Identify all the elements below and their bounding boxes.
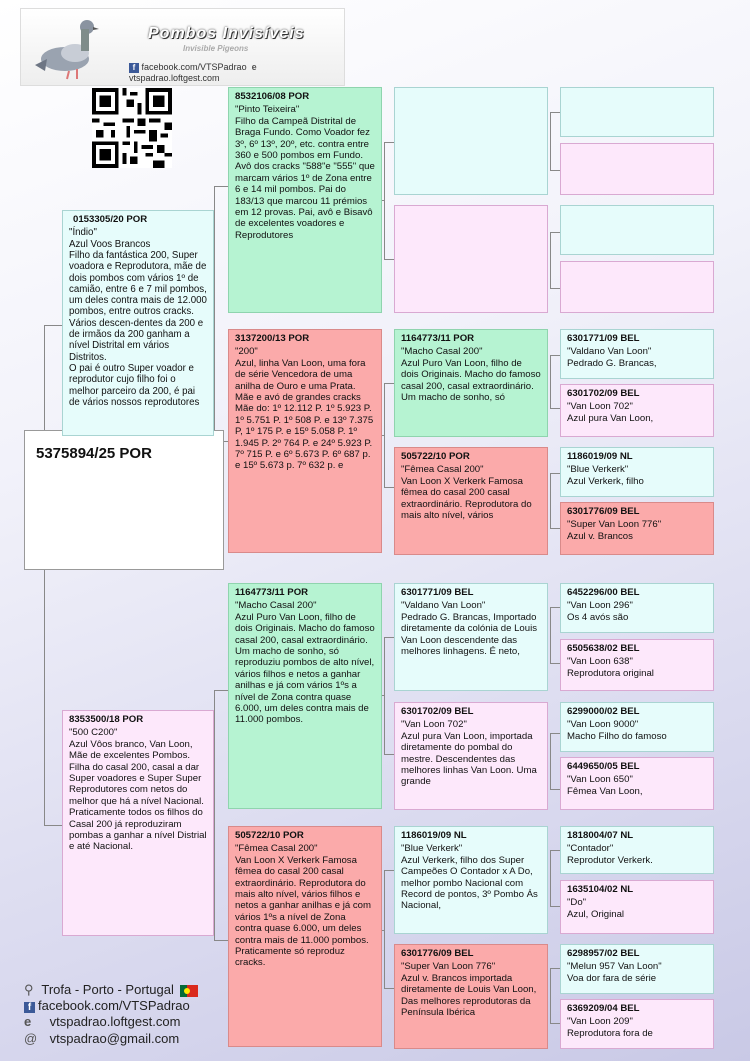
pedigree-card-gen2-1[interactable] [228, 87, 382, 313]
card-description: "Van Loon 9000" Macho Filho do famoso [567, 719, 667, 742]
ring-number: 1164773/11 POR [401, 333, 475, 344]
qr-code [92, 88, 172, 168]
ring-number: 8532106/08 POR [235, 91, 310, 102]
ring-number: 6301702/09 BEL [567, 388, 640, 399]
pedigree-card-gen3-1[interactable] [394, 87, 548, 195]
pedigree-card-gen3-6[interactable] [394, 702, 548, 810]
subject-ring-number: 5375894/25 POR [36, 445, 152, 462]
pedigree-card-gen4-14[interactable] [560, 880, 714, 934]
location-text: Trofa - Porto - Portugal [41, 982, 174, 997]
web-icon: e [249, 62, 257, 72]
ring-number: 3137200/13 POR [235, 333, 310, 344]
pedigree-card-gen3-7[interactable] [394, 826, 548, 934]
ring-number: 505722/10 POR [235, 830, 304, 841]
portugal-flag-icon [180, 985, 198, 997]
pedigree-card-gen4-10[interactable] [560, 639, 714, 691]
pedigree-card-gen2-2[interactable] [228, 329, 382, 553]
card-description: "200" Azul, linha Van Loon, uma fora de série Vencedora de uma anilha de Ouro e uma Prata. Mãe e avó de grandes cracks Mãe do: 1º 12.112 P. 1º 5.923 P. 1º 5.751 P. 1º 508 P. e 13º 7.375 P, 1º 175 P. e 15º 5.058 P. 1º 1.945 P. 2º 764 P. e 24º 5.923 P. 7º 715 P. e 6º 5.673 P. 6º 687 p. e 15º 5.673 p. 7º 632 p. e [235, 346, 374, 472]
pedigree-card-gen3-3[interactable] [394, 329, 548, 437]
pedigree-card-gen4-15[interactable] [560, 944, 714, 994]
email-at-icon: @ [24, 1031, 38, 1046]
card-description: "Van Loon 638" Reprodutora original [567, 656, 654, 679]
card-description: "Van Loon 702" Azul pura Van Loon, importada diretamente do pombal do mestre. Descendentes das melhores linhas Van Loon. Uma grande [401, 719, 537, 788]
location-pin-icon: ⚲ [24, 982, 34, 997]
card-description: "Pinto Teixeira" Filho da Campeã Distrital de Braga Fundo. Como Voador fez 3º, 6º 13º, 20º, etc. contra entre 360 e 500 pombos em Fundo. Avô dos cracks "588"e "555" que marcam vários 1º de Zona entre 6 e 14 mil pombos. Pai do 183/13 que marcou 11 prémios em 12 provas. Pai, avô e Bisavô de excelentes voadores e Reprodutores [235, 104, 375, 241]
pedigree-card-gen3-2[interactable] [394, 205, 548, 313]
ring-number: 1164773/11 POR [235, 587, 309, 598]
pedigree-card-gen4-16[interactable] [560, 999, 714, 1049]
pedigree-card-gen4-13[interactable] [560, 826, 714, 874]
brand-subtitle: Invisible Pigeons [183, 44, 249, 53]
card-description: "Contador" Reprodutor Verkerk. [567, 843, 653, 866]
pedigree-card-gen4-11[interactable] [560, 702, 714, 752]
ring-number: 6301771/09 BEL [567, 333, 640, 344]
card-description: "Van Loon 702" Azul pura Van Loon, [567, 401, 654, 424]
sire-description: "Índio" Azul Voos Brancos Filho da fantástica 200, Super voadora e Reprodutora, mãe de dois pombos com vários 1º de camião, entre 6 e 7 mil pombos, um deles contra mais de 12.000 pombos, entre outros cracks. Vários descen-dentes da 200 e de irmãos da 200 ganham a nível Distrital em vários Distritos. O pai é outro Super voador e reprodutor cujo filho foi o melhor parceiro da 200, é pai de vários nossos reprodutores [69, 227, 207, 408]
dam-description: "500 C200" Azul Vôos branco, Van Loon, Mãe de excelentes Pombos. Filha do casal 200, casal a dar Super voadores e Super Super Reprodutores com netos do melhor que há a nível Nacional. Praticamente todos os filhos do Casal 200 já reproduziram pombas a ganhar a nível Distrial e até Nacional. [69, 727, 207, 853]
contact-email[interactable] [24, 1031, 179, 1046]
contact-website[interactable] [24, 1014, 180, 1029]
pedigree-card-gen2-4[interactable] [228, 826, 382, 1047]
pedigree-card-gen4-6[interactable] [560, 384, 714, 437]
ring-number: 505722/10 POR [401, 451, 470, 462]
dam-ring: 8353500/18 POR [69, 714, 144, 725]
ring-number: 6301776/09 BEL [401, 948, 474, 959]
ring-number: 6505638/02 BEL [567, 643, 640, 654]
website-link[interactable]: vtspadrao.loftgest.com [49, 1014, 181, 1029]
ring-number: 6301702/09 BEL [401, 706, 474, 717]
pedigree-card-gen4-2[interactable] [560, 143, 714, 195]
card-description: "Fêmea Casal 200" Van Loon X Verkerk Famosa fêmea do casal 200 casal extraordinário. Reprodutora do mais alto nível, vários filhos e netos a ganhar anilhas e já com vários 1ºs a nível de Zona contra quase 6.000, um deles contra mais de 11.000 pombos. Praticamente só reproduz cracks. [235, 843, 371, 969]
ring-number: 6369209/04 BEL [567, 1003, 640, 1014]
pedigree-card-gen3-8[interactable] [394, 944, 548, 1049]
card-description: "Valdano Van Loon" Pedrado G. Brancas, Importado diretamente da colónia de Louis Van Loon descendente das melhores linhagens. É neto, [401, 600, 538, 658]
card-description: "Valdano Van Loon" Pedrado G. Brancas, [567, 346, 657, 369]
card-description: "Super Van Loon 776" Azul v. Brancos [567, 519, 662, 542]
ring-number: 6299000/02 BEL [567, 706, 640, 717]
brand-facebook-link[interactable]: facebook.com/VTSPadrao [141, 62, 247, 72]
email-link[interactable]: vtspadrao@gmail.com [49, 1031, 180, 1046]
pedigree-card-gen4-9[interactable] [560, 583, 714, 633]
dam-card[interactable] [62, 710, 214, 936]
pedigree-card-gen4-12[interactable] [560, 757, 714, 810]
web-icon: e [24, 1014, 32, 1029]
facebook-link[interactable]: facebook.com/VTSPadrao [38, 998, 190, 1013]
ring-number: 6301771/09 BEL [401, 587, 474, 598]
card-description: "Macho Casal 200" Azul Puro Van Loon, filho de dois Originais. Macho do famoso casal 200, casal extraordinário. Um macho de sonho, só [401, 346, 541, 404]
card-description: "Blue Verkerk" Azul Verkerk, filho dos Super Campeões O Contador x A Do, melhor pombo Nacional com Record de pontos, 3º Pombo Ás Nacional, [401, 843, 538, 912]
pedigree-card-gen4-7[interactable] [560, 447, 714, 497]
card-description: "Super Van Loon 776" Azul v. Brancos importada diretamente de Louis Van Loon, Das melhores reprodutoras da Península Ibérica [401, 961, 537, 1019]
ring-number: 6449650/05 BEL [567, 761, 640, 772]
card-description: "Van Loon 650" Fêmea Van Loon, [567, 774, 643, 797]
ring-number: 1186019/09 NL [567, 451, 633, 462]
pedigree-card-gen4-5[interactable] [560, 329, 714, 379]
brand-links [129, 62, 344, 83]
card-description: "Van Loon 296" Os 4 avós são [567, 600, 633, 623]
pedigree-card-gen4-4[interactable] [560, 261, 714, 313]
pedigree-card-gen4-3[interactable] [560, 205, 714, 255]
contact-location [24, 982, 198, 998]
facebook-icon: f [129, 63, 139, 73]
brand-title: Pombos Invisíveis [148, 25, 305, 42]
ring-number: 6298957/02 BEL [567, 948, 640, 959]
sire-ring: 0153305/20 POR [73, 214, 148, 225]
ring-number: 1186019/09 NL [401, 830, 467, 841]
card-description: "Macho Casal 200" Azul Puro Van Loon, filho de dois Originais. Macho do famoso casal 200, casal extraordinário. Um macho de sonho, só reproduziu pombos de alto nível, vários filhos e netos a ganhar anilhas e já com vários 1ºs a nível de Zona contra quase 6.000, um deles contra mais de 11.000 pombos. [235, 600, 375, 726]
pedigree-card-gen4-1[interactable] [560, 87, 714, 137]
card-description: "Fêmea Casal 200" Van Loon X Verkerk Famosa fêmea do casal 200 casal extraordinário. Reprodutora do mais alto nível, vários [401, 464, 532, 522]
card-description: "Van Loon 209" Reprodutora fora de [567, 1016, 653, 1039]
pigeon-logo-icon [29, 13, 99, 83]
card-description: "Melun 957 Van Loon" Voa dor fara de série [567, 961, 662, 984]
pedigree-card-gen3-4[interactable] [394, 447, 548, 555]
ring-number: 1818004/07 NL [567, 830, 634, 841]
card-description: "Blue Verkerk" Azul Verkerk, filho [567, 464, 644, 487]
pedigree-card-gen2-3[interactable] [228, 583, 382, 809]
pedigree-card-gen4-8[interactable] [560, 502, 714, 555]
header-banner [20, 8, 345, 86]
sire-card[interactable] [62, 210, 214, 436]
contact-facebook[interactable] [24, 998, 190, 1013]
ring-number: 6301776/09 BEL [567, 506, 640, 517]
card-description: "Do" Azul, Original [567, 897, 625, 920]
brand-website-link[interactable]: vtspadrao.loftgest.com [129, 73, 220, 83]
facebook-icon: f [24, 1002, 35, 1013]
ring-number: 1635104/02 NL [567, 884, 634, 895]
ring-number: 6452296/00 BEL [567, 587, 640, 598]
pedigree-card-gen3-5[interactable] [394, 583, 548, 691]
